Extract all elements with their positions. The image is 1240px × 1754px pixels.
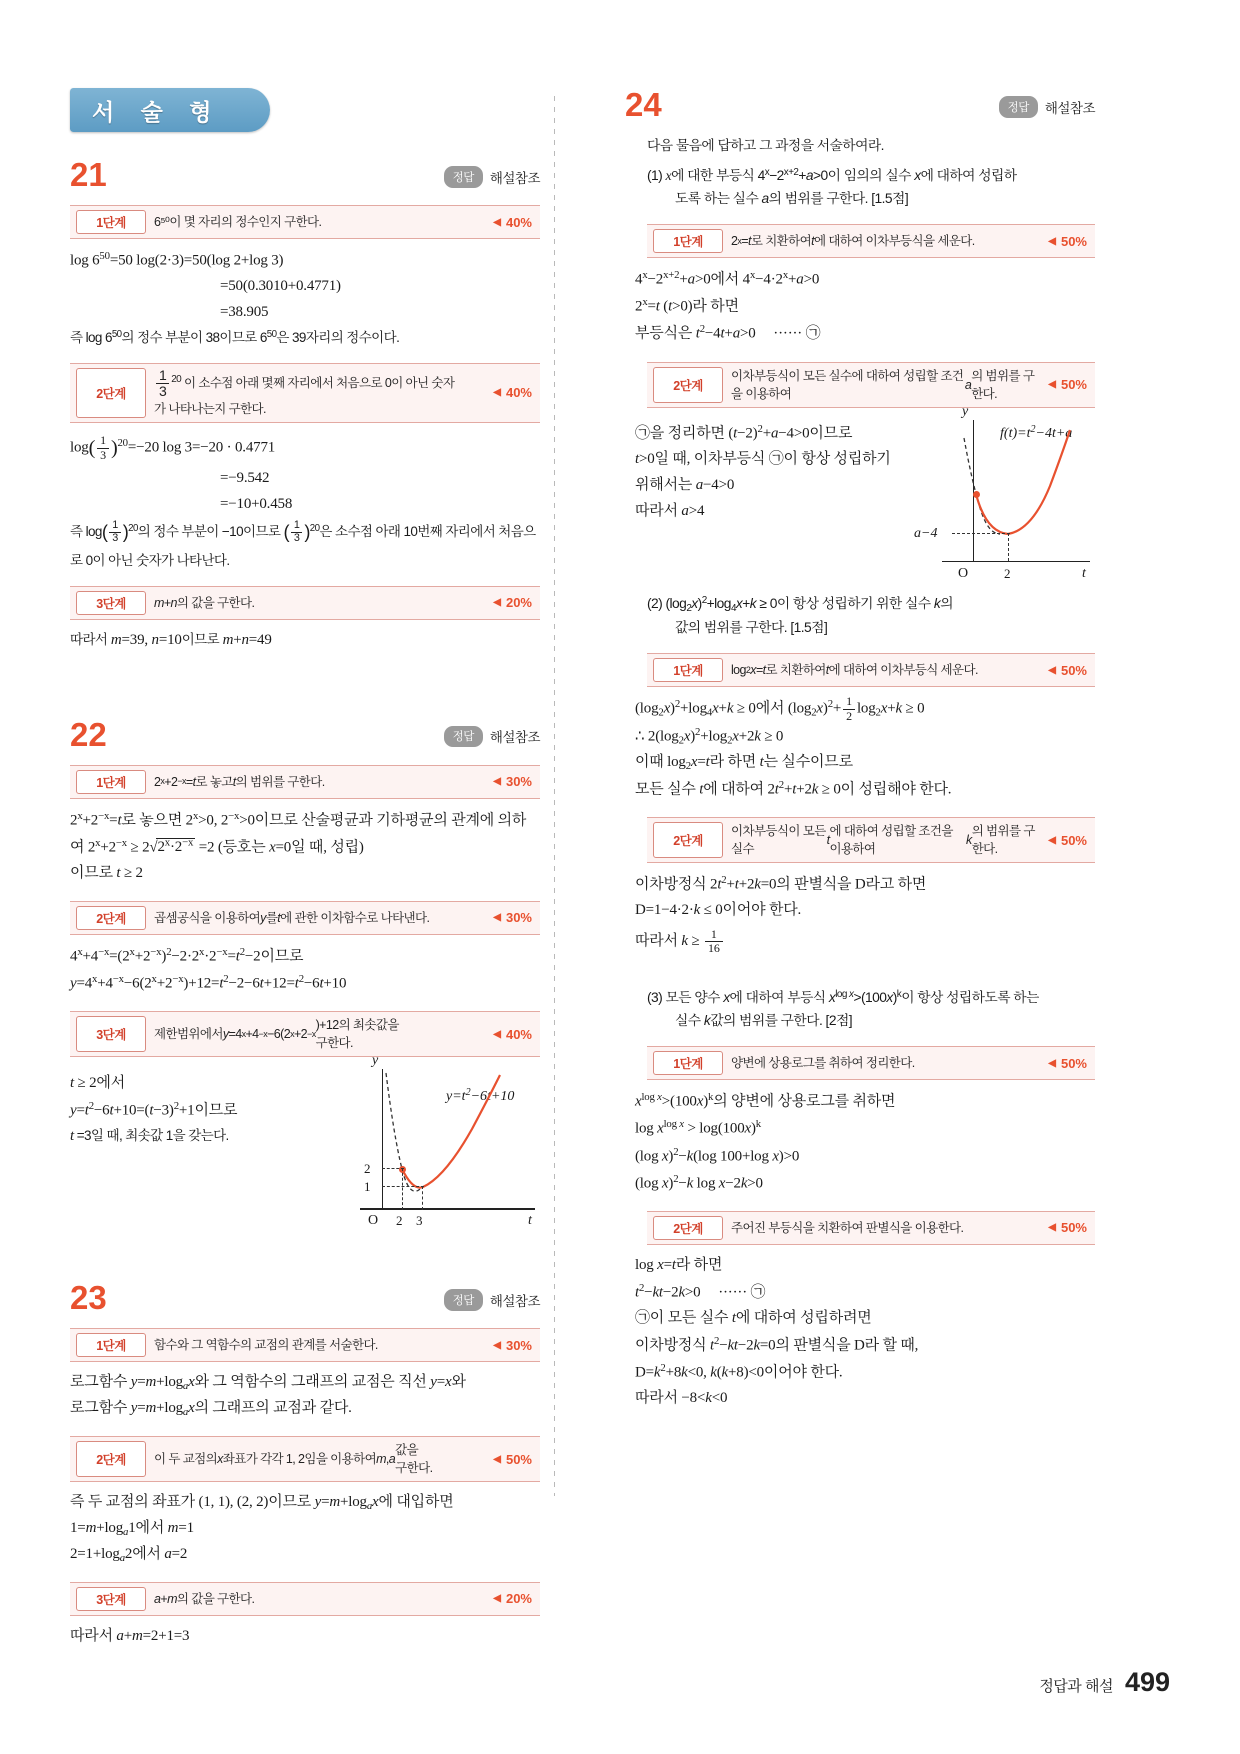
solution-block: 이차방정식 $2t^2+t+2k=0$의 판별식을 D라고 하면 D=1−4·2·k ≤ 0이어야 한다. 따라서 k ≥ $\frac{1}{16}$ [635, 874, 927, 956]
step-percent: ◀ 30% [493, 910, 532, 926]
problem-23-header [70, 1279, 540, 1317]
triangle-icon: ◀ [493, 387, 501, 399]
graph-y-tick: a−4 [914, 525, 938, 541]
solution-block: $(\log_2x)^2+\log_4x+k \ge 0$에서 $(\log_2x)^2+$ $\frac{1}{2}$ $\log_2x+k \ge 0$ ∴ $2(\log_2x)^2+\log_2x+2k \ge 0$ 이때 $\log_2x=t$라 하면 t는 실수이므로 모든 실수 t에 대하여 $2t^2+t+2k \ge 0$이 성립해야 한다. [635, 694, 952, 798]
section-banner-label: 서 술 형 [92, 98, 222, 125]
step-text: 2 x +2 −x = t 로 놓고 t 의 범위를 구한다. [154, 774, 325, 789]
solution-block: $\log 6^{50}=50$ log(2·3)=50(log 2+log 3) =50(0.3010+0.4771) =38.905 즉 $\log 6^{50}$의 정수 부분이 38이므로 $6^{50}$은 39자리의 정수이다. [70, 250, 400, 345]
triangle-icon: ◀ [1048, 834, 1056, 846]
step-label: 2단계 [653, 822, 723, 858]
triangle-icon: ◀ [1048, 1222, 1056, 1234]
step-label: 1단계 [653, 1051, 723, 1075]
step-label: 1단계 [76, 770, 146, 794]
graph-point [973, 491, 980, 498]
step-text: m + n 의 값을 구한다. [154, 595, 255, 610]
answer-tag [444, 158, 540, 188]
answer-tag [444, 718, 540, 748]
step-text: 함수와 그 역함수의 교점의 관계를 서술한다. [154, 1338, 378, 1353]
step-box [647, 653, 1095, 687]
step-label: 3단계 [76, 591, 146, 615]
graph-problem-22: y t O 2 3 2 1 $y=t^2-6t+10$ [350, 1065, 540, 1245]
step-label: 1단계 [653, 229, 723, 253]
solution-block: 로그함수 $y=m+\log_ax$와 그 역함수의 그래프의 교점은 직선 y=x와 로그함수 $y=m+\log_ax$의 그래프의 교점과 같다. [70, 1374, 466, 1419]
solution-block: log x=t라 하면 $t^2-kt-2k>0$ ······ ㉠ ㉠이 모든 실수 t에 대하여 성립하려면 이차방정식 $t^2-kt-2k=0$의 판별식을 D라 할 때, $D=k^2+8k<0$, k(k+8)<0이어야 한다. 따라서 −8<k<0 [635, 1256, 919, 1407]
left-column [70, 88, 540, 1654]
triangle-icon: ◀ [493, 1593, 501, 1605]
solution-block: 따라서 a+m=2+1=3 [70, 1627, 190, 1644]
step-box [647, 362, 1095, 408]
step-text: a + m 의 값을 구한다. [154, 1591, 255, 1606]
step-percent: ◀ 40% [493, 214, 532, 230]
answer-pill: 정답 [444, 726, 483, 748]
subquestion-3: (3) 모든 양수 x에 대하여 부등식 $x^{log x}>(100x)^k$이 항상 성립하도록 하는 실수 k값의 범위를 구한다. [2점] [647, 989, 1039, 1028]
page-footer [1039, 1667, 1170, 1698]
step-text: 이차부등식이 모든 실수 t 에 대하여 성립할 조건을 이용하여 k 의 범위를 구한다. [731, 823, 1035, 856]
step-box [647, 1211, 1095, 1245]
solution-block: $4^x+4^{-x}=(2^x+2^{-x})^2-2\cdot 2^x\cdot 2^{-x}=t^2-2$이므로 $y=4^x+4^{-x}-6(2^x+2^{-x})+12=t^2-2-6t+12=t^2-6t+10$ [70, 945, 347, 992]
step-label: 2단계 [76, 1441, 146, 1477]
problem-24-header [625, 88, 1095, 121]
graph-y-label: y [962, 403, 969, 419]
answer-text: 해설참조 [489, 170, 540, 186]
solution-block: $x^{log x}>(100x)^k$의 양변에 상용로그를 취하면 $\log x^{log x} > \log(100x)^k$ (log x)$^2$−k(log 100+log x)>0 (log x)$^2$−k log x−2k>0 [635, 1091, 896, 1192]
step-percent: ◀ 50% [1048, 377, 1087, 393]
triangle-icon: ◀ [493, 912, 501, 924]
step-box [647, 224, 1095, 258]
step-text: 곱셈공식을 이용하여 y 를 t 에 관한 이차함수로 나타낸다. [154, 910, 430, 925]
step-label: 3단계 [76, 1587, 146, 1611]
answer-pill: 정답 [999, 96, 1038, 118]
graph-x-label: t [1082, 565, 1086, 581]
solution-block: $4^x-2^{x+2}+a>0$에서 $4^x-4\cdot 2^x+a>0$ $2^x=t$ (t>0)라 하면 부등식은 $t^2-4t+a>0$ ······ ㉠ [635, 269, 821, 342]
step-text: 양변에 상용로그를 취하여 정리한다. [731, 1056, 915, 1071]
solution-block: $2^x+2^{-x}=t$로 놓으면 $2^x>0$, $2^{-x}>0$이므로 산술평균과 기하평균의 관계에 의하여 $2^x+2^{-x} \ge 2√2^x\cdot 2^{-x} =2$ (등호는 x=0일 때, 성립) 이므로 t ≥ 2 [70, 809, 527, 882]
solution-block: t ≥ 2에서 $y=t^2-6t+10=(t-3)^2+1$이므로 t =3일 때, 최솟값 1을 갖는다. [70, 1075, 238, 1145]
graph-origin: O [368, 1213, 379, 1229]
step-label: 2단계 [76, 368, 146, 418]
answer-tag [444, 1281, 540, 1311]
footer-label: 정답과 해설 [1039, 1678, 1113, 1695]
step-percent: ◀ 50% [493, 1451, 532, 1467]
step-box [70, 1328, 540, 1362]
step-label: 3단계 [76, 1016, 146, 1052]
step-box [70, 901, 540, 935]
step-box [70, 363, 540, 423]
triangle-icon: ◀ [1048, 1057, 1056, 1069]
step-text: 6⁵⁰이 몇 자리의 정수인지 구한다. [154, 214, 322, 229]
triangle-icon: ◀ [493, 1339, 501, 1351]
graph-problem-24-1 [900, 403, 1095, 591]
right-column [625, 88, 1095, 1416]
solution-block: ㉠을 정리하면 $(t-2)^2+a-4>0$이므로 t>0일 때, 이차부등식 ㉠이 항상 성립하기 위해서는 a−4>0 따라서 a>4 [635, 422, 891, 519]
question-prompt: 다음 물음에 답하고 그 과정을 서술하여라. [647, 138, 884, 153]
step-box [647, 817, 1095, 863]
answer-tag [999, 88, 1095, 118]
step-percent: ◀ 50% [1048, 662, 1087, 678]
page-number: 499 [1124, 1667, 1170, 1697]
column-divider [554, 96, 555, 1496]
step-label: 2단계 [653, 367, 723, 403]
step-percent: ◀ 40% [493, 385, 532, 401]
step-text: 이 두 교점의 x 좌표가 각각 1, 2임을 이용하여 m , a 값을 구한다. [154, 1443, 433, 1476]
step-label: 1단계 [76, 210, 146, 234]
step-box [70, 1582, 540, 1616]
graph-x-label: t [528, 1213, 532, 1229]
triangle-icon: ◀ [493, 776, 501, 788]
subquestion-2: (2) $(\log_2x)^2+\log_4x+k \ge 0$이 항상 성립하기 위한 실수 k의 값의 범위를 구한다. [1.5점] [647, 594, 953, 635]
section-banner [70, 88, 270, 132]
graph-curve-label: $f(t)=t^2-4t+a$ [1000, 423, 1073, 441]
step-box [70, 1436, 540, 1482]
step-percent: ◀ 20% [493, 595, 532, 611]
problem-21-header [70, 158, 540, 191]
triangle-icon: ◀ [1048, 379, 1056, 391]
graph-x-tick: 2 [1004, 565, 1011, 581]
solution-block: 즉 두 교점의 좌표가 (1, 1), (2, 2)이므로 $y=m+\log_ax$에 대입하면 $1=m+\log_a1$에서 m=1 $2=1+\log_a2$에서 a=2 [70, 1494, 454, 1564]
step-label: 2단계 [653, 1216, 723, 1240]
problem-number: 23 [70, 1279, 107, 1317]
answer-text: 해설참조 [1044, 100, 1095, 116]
graph-curve-label: $y=t^2-6t+10$ [446, 1087, 515, 1105]
step-text: 2 x = t 로 치환하여 t 에 대하여 이차부등식을 세운다. [731, 233, 975, 248]
solution-block: 따라서 m=39, n=10이므로 m+n=49 [70, 631, 272, 648]
triangle-icon: ◀ [1048, 235, 1056, 247]
step-box [70, 586, 540, 620]
graph-y-label: y [372, 1053, 379, 1069]
step-percent: ◀ 50% [1048, 1220, 1087, 1236]
problem-number: 24 [625, 86, 662, 123]
step-text: log 2 x = t 로 치환하여 t 에 대하여 이차부등식 세운다. [731, 663, 978, 677]
step-box [70, 205, 540, 239]
step-percent: ◀ 20% [493, 1591, 532, 1607]
answer-pill: 정답 [444, 166, 483, 188]
step-text: $\frac{1}{3}$ $^{20}$ 이 소수점 아래 몇째 자리에서 처음으로 0이 아닌 숫자 가 나타나는지 구한다. [154, 367, 455, 416]
problem-number: 21 [70, 156, 107, 193]
step-label: 1단계 [653, 658, 723, 682]
step-percent: ◀ 30% [493, 1337, 532, 1353]
problem-number: 22 [70, 715, 107, 753]
step-percent: ◀ 50% [1048, 233, 1087, 249]
step-box [70, 1011, 540, 1057]
triangle-icon: ◀ [493, 597, 501, 609]
step-label: 2단계 [76, 906, 146, 930]
answer-text: 해설참조 [489, 1294, 540, 1310]
step-label: 1단계 [76, 1333, 146, 1357]
step-percent: ◀ 50% [1048, 1055, 1087, 1071]
triangle-icon: ◀ [493, 1453, 501, 1465]
triangle-icon: ◀ [493, 216, 501, 228]
triangle-icon: ◀ [493, 1028, 501, 1040]
subquestion-1: (1) x에 대한 부등식 $4^x-2^{x+2}+a>0$이 임의의 실수 x에 대하여 성립하 도록 하는 실수 a의 범위를 구한다. [1.5점] [647, 167, 1017, 206]
step-text: 주어진 부등식을 치환하여 판별식을 이용한다. [731, 1220, 964, 1235]
graph-origin: O [958, 565, 969, 581]
step-box [647, 1046, 1095, 1080]
solution-block: log( $\frac{1}{3}$ )$^{20}$=−20 log 3=−20 · 0.4771 =−9.542 =−10+0.458 즉 log( $\frac{1}{3}$ )$^{20}$의 정수 부분이 −10이므로 ( $\frac{1}{3}$ )$^{20}$은 소수점 아래 10번째 자리에서 처음으로 0이 아닌 숫자가 나타난다. [70, 433, 536, 568]
step-text: 이차부등식이 모든 실수에 대하여 성립할 조건을 이용하여 a 의 범위를 구한다. [731, 368, 1035, 401]
step-text: 제한범위에서 y =4 x +4 −x −6(2 x +2 −x )+12의 최솟값을 구한다. [154, 1018, 399, 1051]
answer-text: 해설참조 [489, 730, 540, 746]
step-percent: ◀ 30% [493, 774, 532, 790]
step-percent: ◀ 40% [493, 1026, 532, 1042]
step-box [70, 765, 540, 799]
problem-22-header [70, 715, 540, 753]
answer-pill: 정답 [444, 1289, 483, 1311]
step-percent: ◀ 50% [1048, 832, 1087, 848]
triangle-icon: ◀ [1048, 664, 1056, 676]
